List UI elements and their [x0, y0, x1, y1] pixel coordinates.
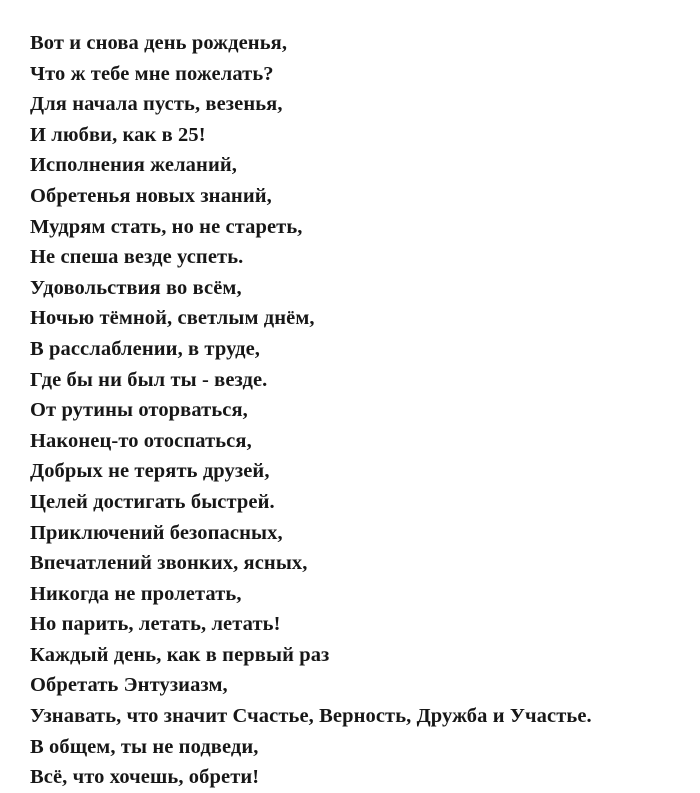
poem-line: Где бы ни был ты - везде.: [30, 368, 268, 391]
poem-line: В общем, ты не подведи,: [30, 735, 259, 758]
poem-line: Ночью тёмной, светлым днём,: [30, 307, 315, 330]
poem-line: Исполнения желаний,: [30, 154, 237, 177]
poem-line: Каждый день, как в первый раз: [30, 643, 330, 666]
poem-line: Приключений безопасных,: [30, 521, 283, 544]
poem-line: Но парить, летать, летать!: [30, 613, 281, 636]
poem-line: Не спеша везде успеть.: [30, 246, 244, 269]
poem-line: Мудрям стать, но не стареть,: [30, 215, 303, 238]
poem-line: Обретенья новых знаний,: [30, 184, 272, 207]
poem-line: Обретать Энтузиазм,: [30, 674, 228, 697]
poem-line: От рутины оторваться,: [30, 399, 248, 422]
poem-line: Целей достигать быстрей.: [30, 490, 275, 513]
poem-line: Всё, что хочешь, обрети!: [30, 766, 260, 789]
poem-line: Что ж тебе мне пожелать?: [30, 62, 274, 85]
poem-line: Вот и снова день рожденья,: [30, 32, 288, 54]
poem-line: Добрых не терять друзей,: [30, 460, 270, 483]
poem-line: В расслаблении, в труде,: [30, 337, 261, 360]
poem-line: Впечатлений звонких, ясных,: [30, 552, 308, 575]
poem-line: Удовольствия во всём,: [30, 276, 242, 299]
poem-line: Узнавать, что значит Счастье, Верность, Дружба и Участье.: [30, 705, 592, 728]
poem-line: Наконец-то отоспаться,: [30, 429, 252, 452]
poem-line: Для начала пусть, везенья,: [30, 93, 283, 116]
poem-line: И любви, как в 25!: [30, 123, 206, 146]
poem-line: Никогда не пролетать,: [30, 582, 242, 605]
poem-body: [30, 28, 682, 793]
